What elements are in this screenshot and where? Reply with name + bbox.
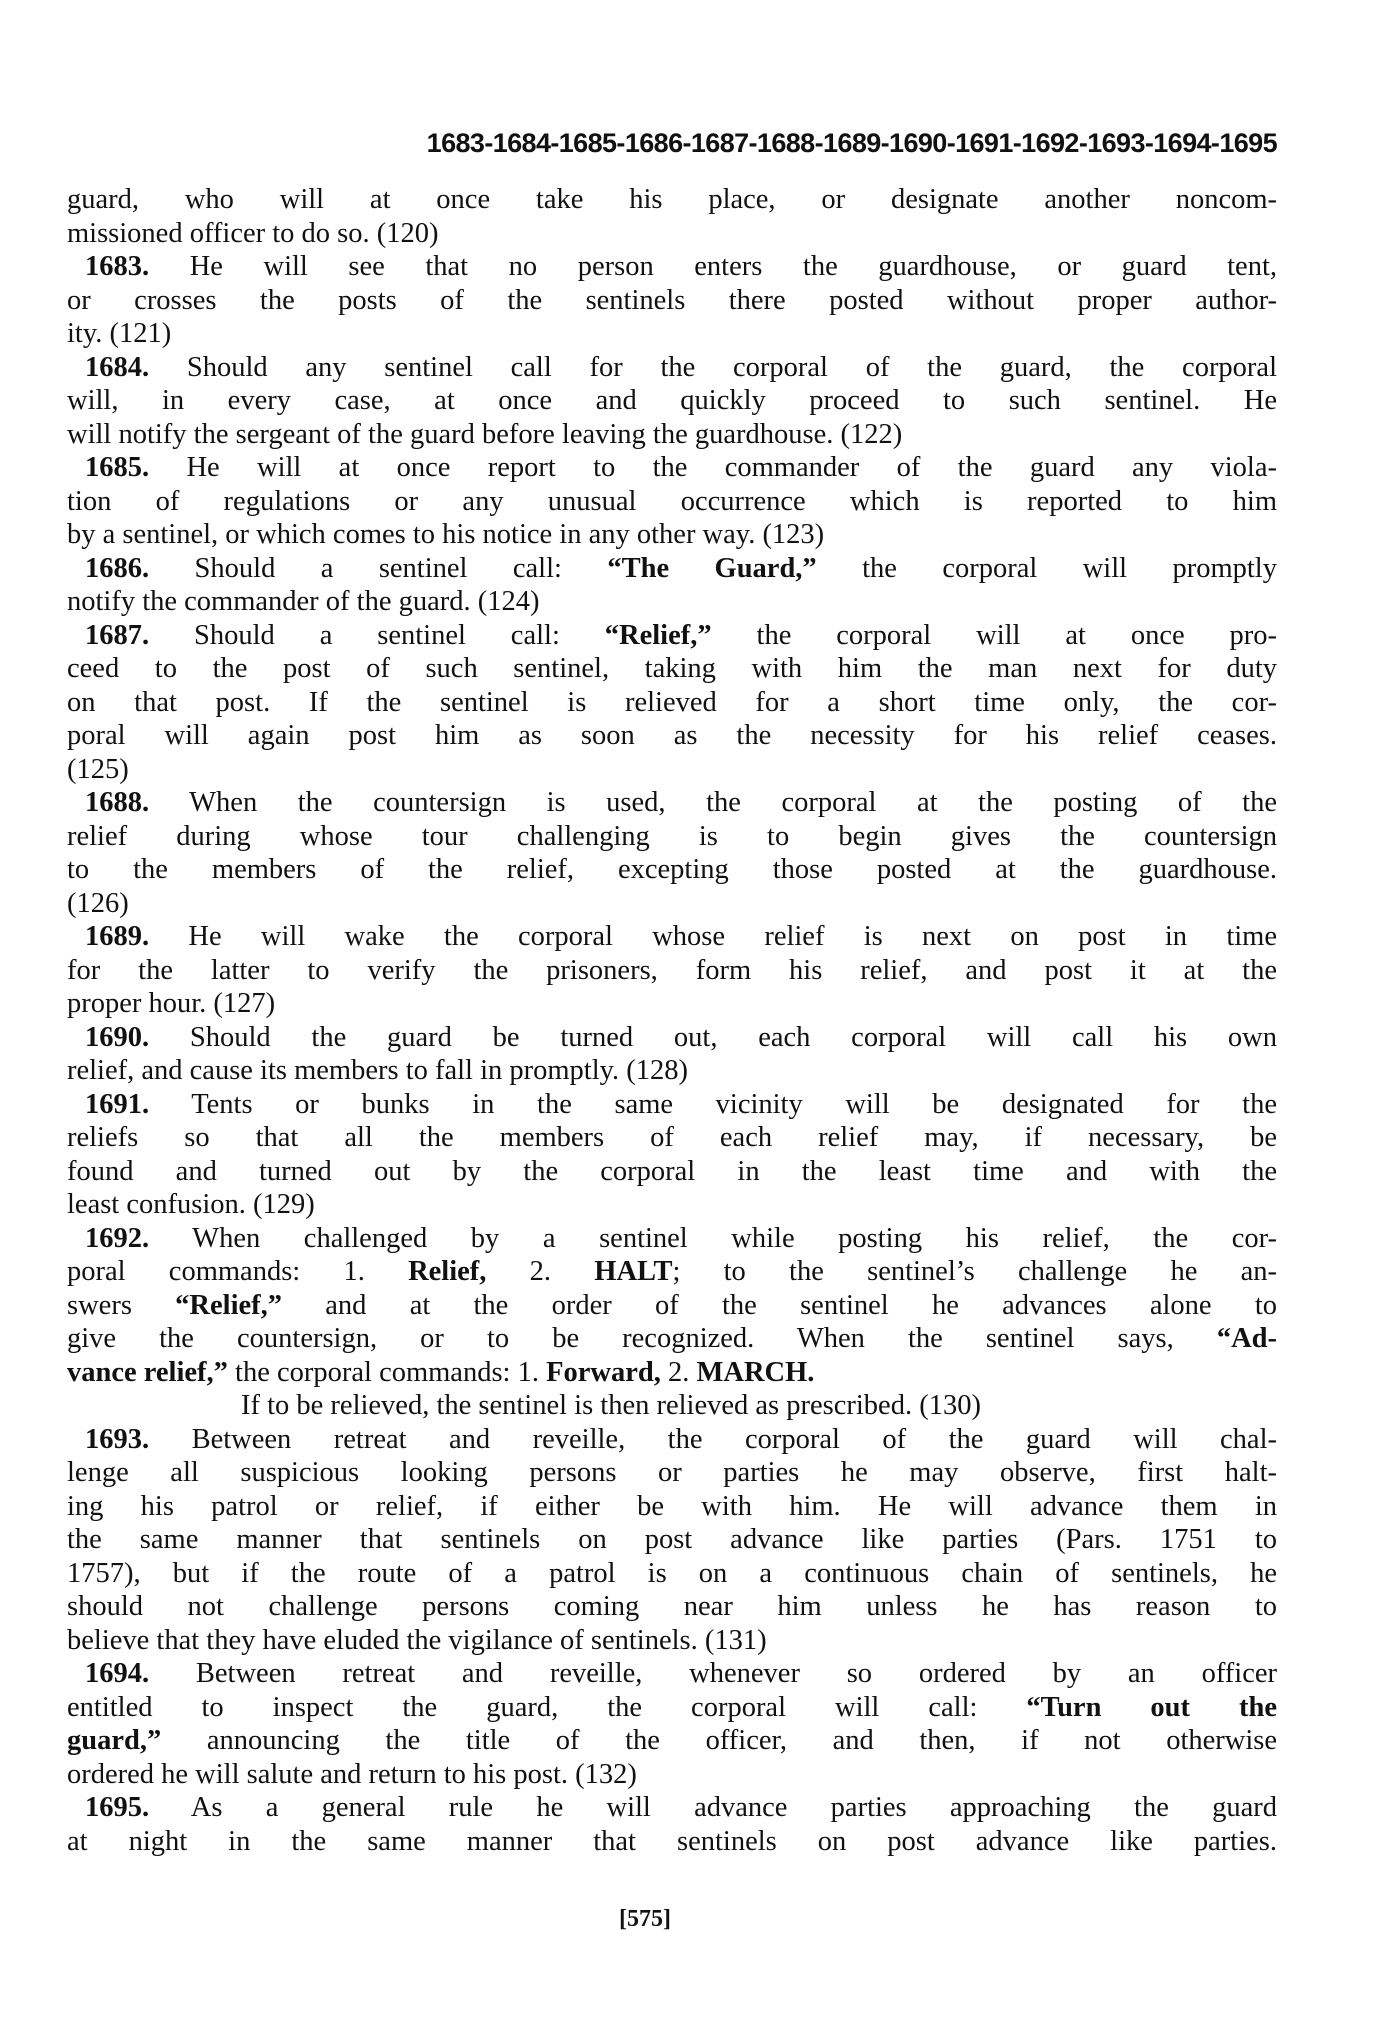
text-line bbox=[67, 1557, 1277, 1591]
text-segment: least confusion. (129) bbox=[67, 1189, 315, 1220]
paragraph-number: 1693. bbox=[85, 1423, 150, 1455]
text-line bbox=[67, 585, 1277, 619]
text-line bbox=[67, 1791, 1277, 1825]
text-line bbox=[67, 1758, 1277, 1792]
text-segment: 1757), but if the route of a patrol is on a continuous chain of sentinels, he bbox=[67, 1557, 1277, 1589]
text-segment: on that post. If the sentinel is relieved for a short time only, the cor- bbox=[67, 686, 1277, 718]
text-line bbox=[67, 820, 1277, 854]
text-segment: He will at once report to the commander of the guard any viola- bbox=[149, 452, 1277, 483]
text-segment: guard, who will at once take his place, or designate another noncom- bbox=[67, 184, 1277, 215]
text-segment: swers bbox=[67, 1289, 176, 1321]
text-segment: at night in the same manner that sentinels on post advance like parties. bbox=[67, 1825, 1277, 1857]
page-body bbox=[67, 183, 1277, 1858]
text-segment: ; to the sentinel’s challenge he an- bbox=[672, 1256, 1277, 1287]
text-line bbox=[67, 1188, 1277, 1222]
text-line bbox=[67, 786, 1277, 820]
text-segment: He will see that no person enters the guardhouse, or guard tent, bbox=[149, 251, 1277, 282]
text-segment: the corporal commands: 1. bbox=[227, 1356, 547, 1388]
text-segment: the corporal will at once pro- bbox=[711, 619, 1278, 651]
text-segment: Between retreat and reveille, whenever so ordered by an officer bbox=[149, 1658, 1277, 1689]
text-line bbox=[67, 853, 1277, 887]
text-line bbox=[67, 1222, 1277, 1256]
text-segment: poral commands: 1. bbox=[67, 1256, 409, 1287]
text-segment: missioned officer to do so. (120) bbox=[67, 217, 439, 249]
text-line bbox=[67, 351, 1277, 385]
text-line bbox=[67, 250, 1277, 284]
bold-text: MARCH. bbox=[696, 1356, 815, 1388]
text-line bbox=[67, 451, 1277, 485]
text-segment: If to be relieved, the sentinel is then relieved as prescribed. (130) bbox=[241, 1390, 981, 1421]
text-segment: Between retreat and reveille, the corporal of the guard will chal- bbox=[149, 1423, 1277, 1455]
text-segment: Should the guard be turned out, each corporal will call his own bbox=[149, 1021, 1277, 1053]
text-segment: the same manner that sentinels on post advance like parties (Pars. 1751 to bbox=[67, 1524, 1277, 1555]
text-line bbox=[67, 1691, 1277, 1725]
text-segment: (125) bbox=[67, 753, 129, 785]
text-line bbox=[67, 317, 1277, 351]
text-line bbox=[67, 1289, 1277, 1323]
text-line bbox=[67, 1657, 1277, 1691]
text-line bbox=[67, 652, 1277, 686]
paragraph-number: 1683. bbox=[85, 251, 150, 282]
text-line bbox=[67, 1724, 1277, 1758]
text-line bbox=[67, 1490, 1277, 1524]
text-line bbox=[67, 183, 1277, 217]
bold-text: HALT bbox=[594, 1256, 673, 1287]
paragraph-number: 1692. bbox=[85, 1222, 150, 1254]
text-line bbox=[67, 1456, 1277, 1490]
text-segment: Should a sentinel call: bbox=[149, 552, 608, 584]
text-line bbox=[67, 1423, 1277, 1457]
text-line bbox=[67, 1121, 1277, 1155]
text-line bbox=[67, 753, 1277, 787]
text-segment: poral will again post him as soon as the necessity for his relief ceases. bbox=[67, 720, 1277, 751]
text-segment: and at the order of the sentinel he advances alone to bbox=[282, 1289, 1277, 1321]
paragraph-number: 1689. bbox=[85, 921, 150, 952]
bold-text: Forward, bbox=[546, 1356, 661, 1388]
text-line bbox=[67, 1825, 1277, 1859]
page-number: [575] bbox=[619, 1906, 671, 1932]
text-line bbox=[67, 920, 1277, 954]
text-segment: announcing the title of the officer, and then, if not otherwise bbox=[161, 1725, 1277, 1756]
text-line bbox=[67, 518, 1277, 552]
text-line bbox=[67, 1590, 1277, 1624]
text-line bbox=[67, 987, 1277, 1021]
bold-text: “Relief,” bbox=[604, 619, 712, 651]
text-segment: by a sentinel, or which comes to his notice in any other way. (123) bbox=[67, 519, 825, 550]
text-line bbox=[67, 284, 1277, 318]
text-line bbox=[67, 1054, 1277, 1088]
text-segment: give the countersign, or to be recognized. When the sentinel says, bbox=[67, 1323, 1217, 1354]
text-segment: As a general rule he will advance parties approaching the guard bbox=[149, 1792, 1277, 1823]
text-segment: should not challenge persons coming near him unless he has reason to bbox=[67, 1591, 1277, 1622]
text-line bbox=[67, 686, 1277, 720]
bold-text: “Turn out the bbox=[1026, 1691, 1278, 1723]
text-segment: believe that they have eluded the vigilance of sentinels. (131) bbox=[67, 1624, 767, 1656]
text-segment: or crosses the posts of the sentinels there posted without proper author- bbox=[67, 284, 1277, 316]
text-segment: entitled to inspect the guard, the corporal will call: bbox=[67, 1691, 1027, 1723]
paragraph-number: 1686. bbox=[85, 552, 150, 584]
text-line bbox=[67, 1255, 1277, 1289]
text-segment: ceed to the post of such sentinel, taking with him the man next for duty bbox=[67, 653, 1277, 684]
text-segment: will notify the sergeant of the guard before leaving the guardhouse. (122) bbox=[67, 418, 903, 450]
bold-text: “Ad- bbox=[1216, 1323, 1277, 1354]
text-segment: 2. bbox=[660, 1356, 697, 1388]
text-line bbox=[67, 1523, 1277, 1557]
text-line bbox=[67, 485, 1277, 519]
text-segment: the corporal will promptly bbox=[816, 552, 1277, 584]
text-segment: Should any sentinel call for the corporal of the guard, the corporal bbox=[149, 351, 1277, 383]
text-segment: ity. (121) bbox=[67, 318, 172, 349]
text-segment: When challenged by a sentinel while posting his relief, the cor- bbox=[149, 1222, 1277, 1254]
paragraph-number: 1687. bbox=[85, 619, 150, 651]
text-segment: 2. bbox=[486, 1256, 595, 1287]
text-segment: (126) bbox=[67, 887, 129, 919]
text-line bbox=[67, 1088, 1277, 1122]
text-segment: to the members of the relief, excepting those posted at the guardhouse. bbox=[67, 854, 1277, 885]
text-segment: reliefs so that all the members of each relief may, if necessary, be bbox=[67, 1122, 1277, 1153]
paragraph-number: 1694. bbox=[85, 1658, 150, 1689]
running-header: 1683-1684-1685-1686-1687-1688-1689-1690-1691-1692-1693-1694-1695 bbox=[426, 128, 1277, 158]
bold-text: vance relief,” bbox=[67, 1356, 228, 1388]
paragraph-number: 1688. bbox=[85, 787, 150, 818]
text-segment: proper hour. (127) bbox=[67, 988, 276, 1019]
text-line bbox=[67, 418, 1277, 452]
paragraph-number: 1685. bbox=[85, 452, 150, 483]
text-line bbox=[67, 954, 1277, 988]
text-segment: ing his patrol or relief, if either be with him. He will advance them in bbox=[67, 1490, 1277, 1522]
text-line bbox=[67, 1322, 1277, 1356]
text-segment: notify the commander of the guard. (124) bbox=[67, 586, 540, 617]
text-line bbox=[67, 217, 1277, 251]
bold-text: guard,” bbox=[67, 1725, 162, 1756]
bold-text: “The Guard,” bbox=[607, 552, 817, 584]
paragraph-number: 1695. bbox=[85, 1792, 150, 1823]
paragraph-number: 1690. bbox=[85, 1021, 150, 1053]
paragraph-number: 1684. bbox=[85, 351, 150, 383]
text-line bbox=[67, 552, 1277, 586]
text-segment: relief during whose tour challenging is to begin gives the countersign bbox=[67, 820, 1277, 852]
text-segment: Should a sentinel call: bbox=[149, 619, 605, 651]
text-segment: He will wake the corporal whose relief is next on post in time bbox=[149, 921, 1277, 952]
text-line bbox=[67, 1021, 1277, 1055]
text-segment: lenge all suspicious looking persons or parties he may observe, first halt- bbox=[67, 1457, 1277, 1488]
text-line bbox=[67, 1624, 1277, 1658]
text-segment: for the latter to verify the prisoners, form his relief, and post it at the bbox=[67, 954, 1277, 986]
text-segment: found and turned out by the corporal in the least time and with the bbox=[67, 1155, 1277, 1187]
text-line bbox=[67, 384, 1277, 418]
bold-text: Relief, bbox=[408, 1256, 487, 1287]
text-segment: will, in every case, at once and quickly proceed to such sentinel. He bbox=[67, 385, 1277, 416]
text-line bbox=[67, 1356, 1277, 1390]
text-segment: ordered he will salute and return to his post. (132) bbox=[67, 1758, 637, 1790]
paragraph-number: 1691. bbox=[85, 1088, 150, 1120]
text-line bbox=[67, 887, 1277, 921]
text-line bbox=[67, 1389, 1277, 1423]
text-segment: relief, and cause its members to fall in promptly. (128) bbox=[67, 1055, 689, 1086]
text-line bbox=[67, 619, 1277, 653]
text-line bbox=[67, 1155, 1277, 1189]
text-segment: When the countersign is used, the corporal at the posting of the bbox=[149, 787, 1277, 818]
bold-text: “Relief,” bbox=[175, 1289, 283, 1321]
text-line bbox=[67, 719, 1277, 753]
text-segment: tion of regulations or any unusual occurrence which is reported to him bbox=[67, 485, 1277, 517]
text-segment: Tents or bunks in the same vicinity will be designated for the bbox=[149, 1088, 1277, 1120]
